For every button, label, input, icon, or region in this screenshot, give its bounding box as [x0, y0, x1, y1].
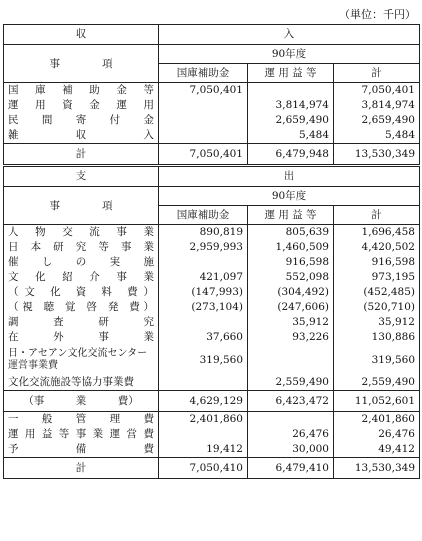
- income-year: 90年度: [159, 45, 420, 64]
- row-value: (273,104): [159, 300, 248, 315]
- row-value: [159, 98, 248, 113]
- row-value: 7,050,401: [159, 83, 248, 99]
- expense-total-label: 計: [4, 458, 159, 479]
- row-value: [159, 427, 248, 442]
- row-value: [159, 315, 248, 330]
- row-value: 93,226: [248, 330, 334, 345]
- table-row: [4, 375, 420, 391]
- row-label: （文 化 資 料 費）: [4, 285, 159, 300]
- table-row: [4, 113, 420, 128]
- table-row: [4, 240, 420, 255]
- row-value: 35,912: [334, 315, 420, 330]
- table-row: [4, 442, 420, 458]
- row-value: (147,993): [159, 285, 248, 300]
- unit-label: （単位：千円）: [339, 8, 416, 21]
- row-value: (304,492): [248, 285, 334, 300]
- table-row: [4, 285, 420, 300]
- table-row: [4, 98, 420, 113]
- table-row: [4, 300, 420, 315]
- row-label: （視 聴 覚 啓 発 費）: [4, 300, 159, 315]
- expense-col-header: 運 用 益 等: [248, 206, 334, 225]
- row-label: 文 化 紹 介 事 業: [4, 270, 159, 285]
- row-value: 1,696,458: [334, 225, 420, 241]
- row-value: 973,195: [334, 270, 420, 285]
- budget-table: [3, 24, 420, 479]
- expense-subtotal-value: 4,629,129: [159, 391, 248, 412]
- row-label: 在 外 事 業: [4, 330, 159, 345]
- row-label: 文化交流施設等協力事業費: [4, 375, 159, 391]
- income-total-value: 7,050,401: [159, 144, 248, 166]
- table-row: [4, 330, 420, 345]
- income-col-header: 国庫補助金: [159, 64, 248, 83]
- table-row: [4, 128, 420, 144]
- row-label: 民 間 寄 付 金: [4, 113, 159, 128]
- table-row: [4, 345, 420, 375]
- row-value: [159, 128, 248, 144]
- income-col-header: 計: [334, 64, 420, 83]
- expense-subtotal-value: 11,052,601: [334, 391, 420, 412]
- row-value: 2,659,490: [334, 113, 420, 128]
- row-value: [159, 375, 248, 391]
- expense-subtotal-value: 6,423,472: [248, 391, 334, 412]
- row-label: 国 庫 補 助 金 等: [4, 83, 159, 99]
- row-value: (452,485): [334, 285, 420, 300]
- row-value: 19,412: [159, 442, 248, 458]
- row-label: 日・アセアン文化交流センター運営事業費: [4, 345, 159, 375]
- row-value: 2,659,490: [248, 113, 334, 128]
- expense-section-header: [4, 166, 420, 187]
- row-value: [159, 113, 248, 128]
- row-value: [248, 345, 334, 375]
- row-value: 2,959,993: [159, 240, 248, 255]
- row-label: 雑 収 入: [4, 128, 159, 144]
- row-value: (520,710): [334, 300, 420, 315]
- expense-item-header: 事 項: [4, 187, 159, 225]
- row-label: 調 査 研 究: [4, 315, 159, 330]
- expense-section-left: 支: [4, 166, 159, 187]
- row-value: 130,886: [334, 330, 420, 345]
- row-value: 7,050,401: [334, 83, 420, 99]
- row-label: 催 し の 実 施: [4, 255, 159, 270]
- expense-total-value: 6,479,410: [248, 458, 334, 479]
- expense-year: 90年度: [159, 187, 420, 206]
- income-section-left: 収: [4, 25, 159, 45]
- expense-section-right: 出: [159, 166, 420, 187]
- row-value: 35,912: [248, 315, 334, 330]
- row-label: 日 本 研 究 等 事 業: [4, 240, 159, 255]
- row-value: 421,097: [159, 270, 248, 285]
- row-value: [248, 83, 334, 99]
- row-value: 2,559,490: [334, 375, 420, 391]
- row-value: 890,819: [159, 225, 248, 241]
- row-value: 1,460,509: [248, 240, 334, 255]
- row-value: 49,412: [334, 442, 420, 458]
- income-section-right: 入: [159, 25, 420, 45]
- income-item-header: 事 項: [4, 45, 159, 83]
- income-section-header: [4, 25, 420, 45]
- income-col-header: 運 用 益 等: [248, 64, 334, 83]
- row-label: 予 備 費: [4, 442, 159, 458]
- row-value: 5,484: [248, 128, 334, 144]
- row-value: 4,420,502: [334, 240, 420, 255]
- row-value: 2,559,490: [248, 375, 334, 391]
- expense-total-row: [4, 458, 420, 479]
- income-year-row: [4, 45, 420, 64]
- row-value: [248, 412, 334, 428]
- row-value: 2,401,860: [334, 412, 420, 428]
- row-value: 916,598: [248, 255, 334, 270]
- row-value: 319,560: [334, 345, 420, 375]
- row-value: 3,814,974: [334, 98, 420, 113]
- row-value: 2,401,860: [159, 412, 248, 428]
- table-row: [4, 427, 420, 442]
- expense-year-row: [4, 187, 420, 206]
- row-value: 3,814,974: [248, 98, 334, 113]
- expense-total-value: 7,050,410: [159, 458, 248, 479]
- row-value: 805,639: [248, 225, 334, 241]
- row-label: 運 用 資 金 運 用: [4, 98, 159, 113]
- income-total-value: 13,530,349: [334, 144, 420, 166]
- income-total-label: 計: [4, 144, 159, 166]
- row-label: 人 物 交 流 事 業: [4, 225, 159, 241]
- row-value: 319,560: [159, 345, 248, 375]
- income-total-value: 6,479,948: [248, 144, 334, 166]
- table-row: [4, 270, 420, 285]
- row-label: 運用益等事業運営費: [4, 427, 159, 442]
- income-total-row: [4, 144, 420, 166]
- row-value: (247,606): [248, 300, 334, 315]
- row-value: 26,476: [334, 427, 420, 442]
- row-value: 5,484: [334, 128, 420, 144]
- table-row: [4, 315, 420, 330]
- row-value: 30,000: [248, 442, 334, 458]
- expense-subtotal-row: [4, 391, 420, 412]
- row-value: 37,660: [159, 330, 248, 345]
- expense-subtotal-label: （事 業 費）: [4, 391, 159, 412]
- expense-total-value: 13,530,349: [334, 458, 420, 479]
- row-value: 916,598: [334, 255, 420, 270]
- table-row: [4, 412, 420, 428]
- row-value: [159, 255, 248, 270]
- row-label: 一 般 管 理 費: [4, 412, 159, 428]
- table-row: [4, 255, 420, 270]
- expense-col-header: 計: [334, 206, 420, 225]
- row-value: 26,476: [248, 427, 334, 442]
- table-row: [4, 83, 420, 99]
- table-row: [4, 225, 420, 241]
- row-value: 552,098: [248, 270, 334, 285]
- expense-col-header: 国庫補助金: [159, 206, 248, 225]
